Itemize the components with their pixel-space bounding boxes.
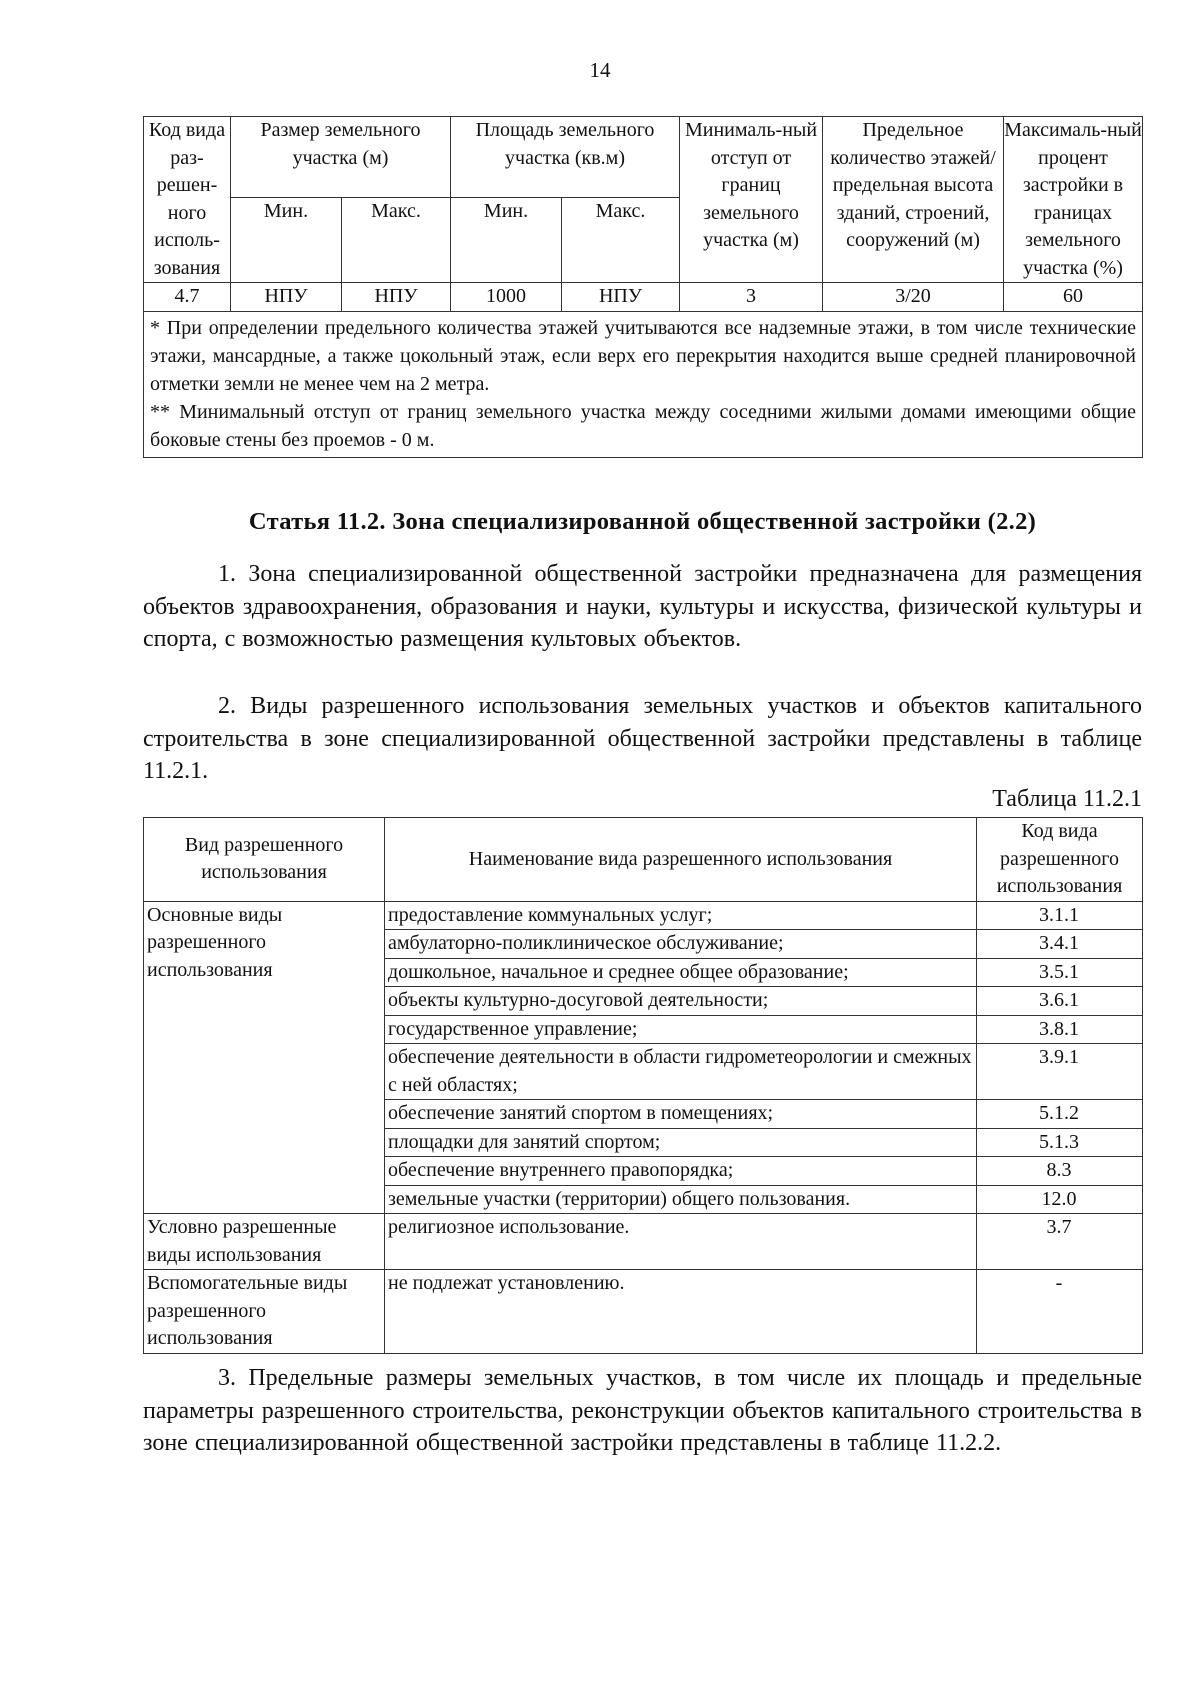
use-code-cell: 3.1.1 bbox=[977, 901, 1143, 930]
use-name-cell: не подлежат установлению. bbox=[385, 1270, 977, 1354]
header-area-min: Мин. bbox=[451, 198, 562, 283]
use-name-cell: площадки для занятий спортом; bbox=[385, 1128, 977, 1157]
use-name-cell: предоставление коммунальных услуг; bbox=[385, 901, 977, 930]
use-name-cell: объекты культурно-досуговой деятельности; bbox=[385, 987, 977, 1016]
header-size-max: Макс. bbox=[342, 198, 451, 283]
use-code-cell: 3.6.1 bbox=[977, 987, 1143, 1016]
permitted-uses-table bbox=[143, 817, 1143, 1354]
paragraph-2: 2. Виды разрешенного использования земельных участков и объектов капитального строительства в зоне специализированной общественной застройки представлены в таблице 11.2.1. bbox=[143, 693, 1142, 784]
use-name-cell: государственное управление; bbox=[385, 1015, 977, 1044]
use-code-cell: - bbox=[977, 1270, 1143, 1354]
use-name-cell: обеспечение занятий спортом в помещениях; bbox=[385, 1100, 977, 1129]
use-name-cell: земельные участки (территории) общего пользования. bbox=[385, 1185, 977, 1214]
article-heading: Статья 11.2. Зона специализированной общественной застройки (2.2) bbox=[248, 508, 1037, 535]
paragraph-3: 3. Предельные размеры земельных участков, в том числе их площадь и предельные параметры разрешенного строительства, реконструкции объектов капитального строительства в зоне специализированной общественной застройки представлены в таблице 11.2.2. bbox=[143, 1365, 1142, 1456]
table-row bbox=[144, 283, 1143, 312]
use-name-cell: обеспечение внутреннего правопорядка; bbox=[385, 1157, 977, 1186]
header-use-code: Код вида разрешенного использования bbox=[977, 818, 1143, 902]
table-row bbox=[144, 1214, 1143, 1270]
header-area-max: Макс. bbox=[562, 198, 680, 283]
use-name-cell: обеспечение деятельности в области гидрометеорологии и смежных с ней областях; bbox=[385, 1044, 977, 1100]
cell-code: 4.7 bbox=[144, 283, 231, 312]
use-code-cell: 3.8.1 bbox=[977, 1015, 1143, 1044]
header-use-kind: Вид разрешенного использования bbox=[144, 818, 385, 902]
header-min-setback: Минималь-ный отступ от границ земельного участка (м) bbox=[680, 117, 823, 283]
header-size-min: Мин. bbox=[231, 198, 342, 283]
use-kind-cell: Основные виды разрешенного использования bbox=[144, 901, 385, 1214]
footnote-floors: * При определении предельного количества этажей учитываются все надземные этажи, в том числе технические этажи, мансардные, а также цокольный этаж, если верх его перекрытия находится выше средней планировочной отметки земли не менее чем на 2 метра. bbox=[150, 316, 1137, 395]
header-use-name: Наименование вида разрешенного использования bbox=[385, 818, 977, 902]
use-code-cell: 5.1.3 bbox=[977, 1128, 1143, 1157]
header-plot-area: Площадь земельного участка (кв.м) bbox=[451, 117, 680, 198]
paragraph-1: 1. Зона специализированной общественной застройки предназначена для размещения объектов здравоохранения, образования и науки, культуры и искусства, физической культуры и спорта, с возможностью размещения культовых объектов. bbox=[143, 561, 1142, 652]
header-max-coverage: Максималь-ный процент застройки в границах земельного участка (%) bbox=[1004, 117, 1143, 283]
cell-size-min: НПУ bbox=[231, 283, 342, 312]
use-code-cell: 3.9.1 bbox=[977, 1044, 1143, 1100]
cell-area-min: 1000 bbox=[451, 283, 562, 312]
use-name-cell: амбулаторно-поликлиническое обслуживание; bbox=[385, 930, 977, 959]
use-code-cell: 3.7 bbox=[977, 1214, 1143, 1270]
use-code-cell: 3.5.1 bbox=[977, 958, 1143, 987]
page-number: 14 bbox=[589, 58, 611, 82]
table-row bbox=[144, 1270, 1143, 1354]
cell-floors-height: 3/20 bbox=[823, 283, 1004, 312]
cell-coverage: 60 bbox=[1004, 283, 1143, 312]
header-code: Код вида раз-решен-ного исполь-зования bbox=[144, 117, 231, 283]
header-plot-size: Размер земельного участка (м) bbox=[231, 117, 451, 198]
use-kind-cell: Условно разрешенные виды использования bbox=[144, 1214, 385, 1270]
use-code-cell: 12.0 bbox=[977, 1185, 1143, 1214]
use-code-cell: 3.4.1 bbox=[977, 930, 1143, 959]
footnote-setback: ** Минимальный отступ от границ земельного участка между соседними жилыми домами имеющими общие боковые стены без проемов - 0 м. bbox=[150, 400, 1137, 451]
use-code-cell: 5.1.2 bbox=[977, 1100, 1143, 1129]
table-caption: Таблица 11.2.1 bbox=[992, 786, 1142, 812]
table-footnotes bbox=[144, 311, 1143, 457]
cell-size-max: НПУ bbox=[342, 283, 451, 312]
use-name-cell: дошкольное, начальное и среднее общее образование; bbox=[385, 958, 977, 987]
table-row bbox=[144, 901, 1143, 930]
use-code-cell: 8.3 bbox=[977, 1157, 1143, 1186]
cell-area-max: НПУ bbox=[562, 283, 680, 312]
cell-setback: 3 bbox=[680, 283, 823, 312]
use-kind-cell: Вспомогательные виды разрешенного использования bbox=[144, 1270, 385, 1354]
header-floors-height: Предельное количество этажей/ предельная высота зданий, строений, сооружений (м) bbox=[823, 117, 1004, 283]
permitted-parameters-table bbox=[143, 116, 1143, 458]
use-name-cell: религиозное использование. bbox=[385, 1214, 977, 1270]
